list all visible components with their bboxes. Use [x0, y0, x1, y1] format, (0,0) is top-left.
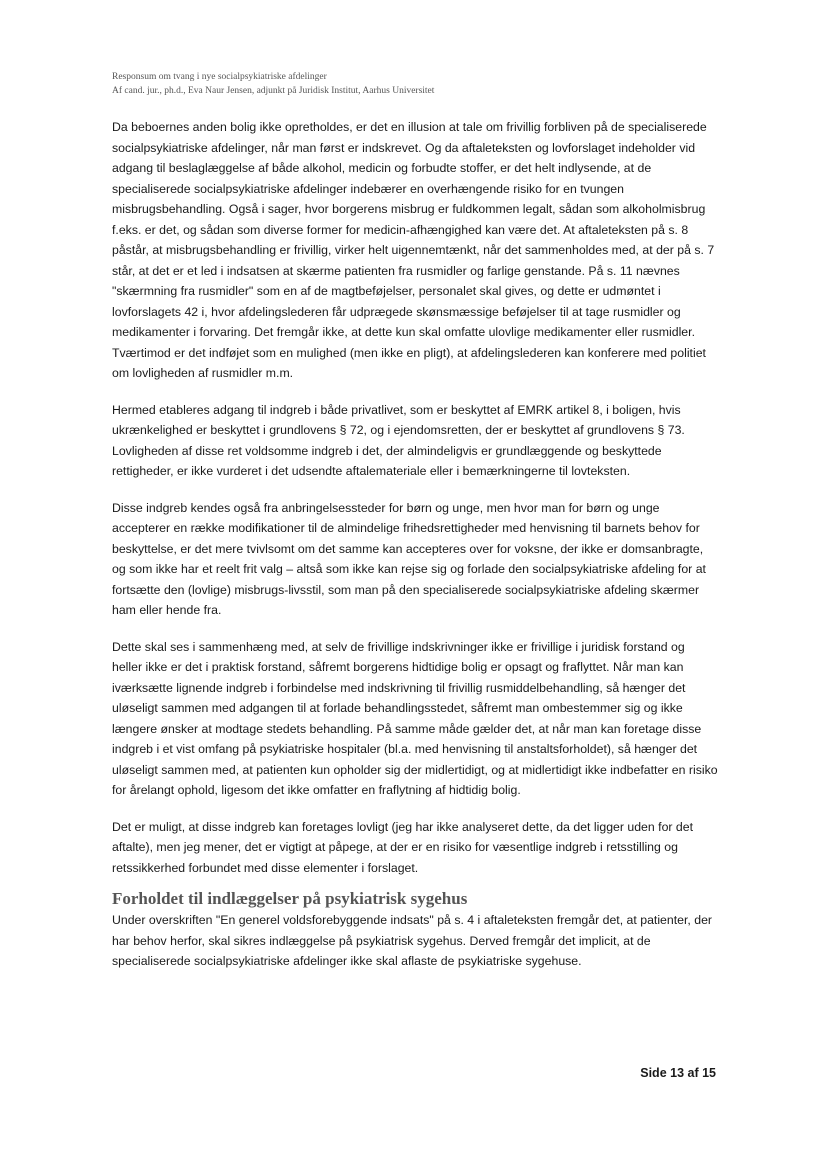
document-body	[112, 117, 718, 988]
running-header	[112, 70, 732, 98]
paragraph-1: Da beboernes anden bolig ikke opretholdes, er det en illusion at tale om frivillig forbliven på de specialiserede socialpsykiatriske afdelinger, når man først er indskrevet. Og da aftaleteksten og lovforslaget indeholder vid adgang til beslaglæggelse af både alkohol, medicin og forbudte stoffer, er det helt indlysende, at de specialiserede socialpsykiatriske afdelinger indebærer en overhængende risiko for en tvungen misbrugsbehandling. Også i sager, hvor borgerens misbrug er fuldkommen legalt, sådan som alkoholmisbrug f.eks. er det, og sådan som diverse former for medicin-afhængighed kan være det. At aftaleteksten på s. 8 påstår, at misbrugsbehandling er frivillig, virker helt uigennemtænkt, når det sammenholdes med, at der på s. 7 står, at det er et led i indsatsen at skærme patienten fra rusmidler og farlige genstande. På s. 11 nævnes "skærmning fra rusmidler" som en af de magtbeføjelser, personalet skal gives, og dette er udmøntet i lovforslagets 42 i, hvor afdelingslederen får udprægede skønsmæssige beføjelser til at tage rusmidler og medikamenter i forvaring. Det fremgår ikke, at dette kun skal omfatte ulovlige medikamenter eller rusmidler. Tværtimod er det indføjet som en mulighed (men ikke en pligt), at afdelingslederen kan konferere med politiet om lovligheden af rusmidler m.m.	[112, 120, 715, 380]
page-number: Side 13 af 15	[640, 1066, 716, 1080]
header-title: Responsum om tvang i nye socialpsykiatriske afdelinger	[112, 72, 327, 82]
header-author: Af cand. jur., ph.d., Eva Naur Jensen, adjunkt på Juridisk Institut, Aarhus Universitet	[112, 86, 435, 96]
section-paragraph: Under overskriften "En generel voldsforebyggende indsats" på s. 4 i aftaleteksten fremgår det, at patienter, der har behov herfor, skal sikres indlæggelse på psykiatrisk sygehus. Derved fremgår det implicit, at de specialiserede socialpsykiatriske afdelinger ikke skal aflaste de psykiatriske sygehuse.	[112, 913, 713, 968]
paragraph-2: Hermed etableres adgang til indgreb i både privatlivet, som er beskyttet af EMRK artikel 8, i boligen, hvis ukrænkelighed er beskyttet i grundlovens § 72, og i ejendomsretten, der er beskyttet af grundlovens § 73. Lovligheden af disse ret voldsomme indgreb i det, der almindeligvis er grundlæggende og beskyttede rettigheder, er ikke vurderet i det udsendte aftalemateriale eller i bemærkningerne til lovteksten.	[112, 402, 685, 478]
section-heading: Forholdet til indlæggelser på psykiatrisk sygehus	[112, 889, 468, 908]
paragraph-4: Dette skal ses i sammenhæng med, at selv de frivillige indskrivninger ikke er frivillige i juridisk forstand og heller ikke er det i praktisk forstand, såfremt borgerens hidtidige bolig er opsagt og fraflyttet. Når man kan iværksætte lignende indgreb i forbindelse med indskrivning til frivillig rusmiddelbehandling, så hænger det uløseligt sammen med adgangen til at forlade behandlingsstedet, såfremt man ombestemmer sig og ikke længere ønsker at modtage stedets behandling. På samme måde gælder det, at når man kan foretage disse indgreb i et vist omfang på psykiatriske hospitaler (bl.a. med henvisning til anstaltsforholdet), så hænger det uløseligt sammen med, at patienten kun opholder sig der midlertidigt, og at midlertidigt ikke indbefatter en risiko for årelangt ophold, ligesom det ikke omfatter en fraflytning af hidtidig bolig.	[112, 639, 718, 797]
paragraph-5: Det er muligt, at disse indgreb kan foretages lovligt (jeg har ikke analyseret dette, da det ligger uden for det aftalte), men jeg mener, det er vigtigt at påpege, at der er en risiko for væsentlige indgreb i retsstilling og retssikkerhed forbundet med disse elementer i forslaget.	[112, 819, 694, 875]
paragraph-3: Disse indgreb kendes også fra anbringelsessteder for børn og unge, men hvor man for børn og unge accepterer en række modifikationer til de almindelige frihedsrettigheder med henvisning til barnets behov for beskyttelse, er det mere tvivlsomt om det samme kan accepteres over for voksne, der ikke er domsanbragte, og som ikke har et reelt frit valg – altså som ikke kan rejse sig og forlade den socialpsykiatriske afdeling for at fortsætte den (lovlige) misbrugs-livsstil, som man på den specialiserede socialpsykiatriske afdeling skærmer ham eller hende fra.	[112, 500, 706, 617]
